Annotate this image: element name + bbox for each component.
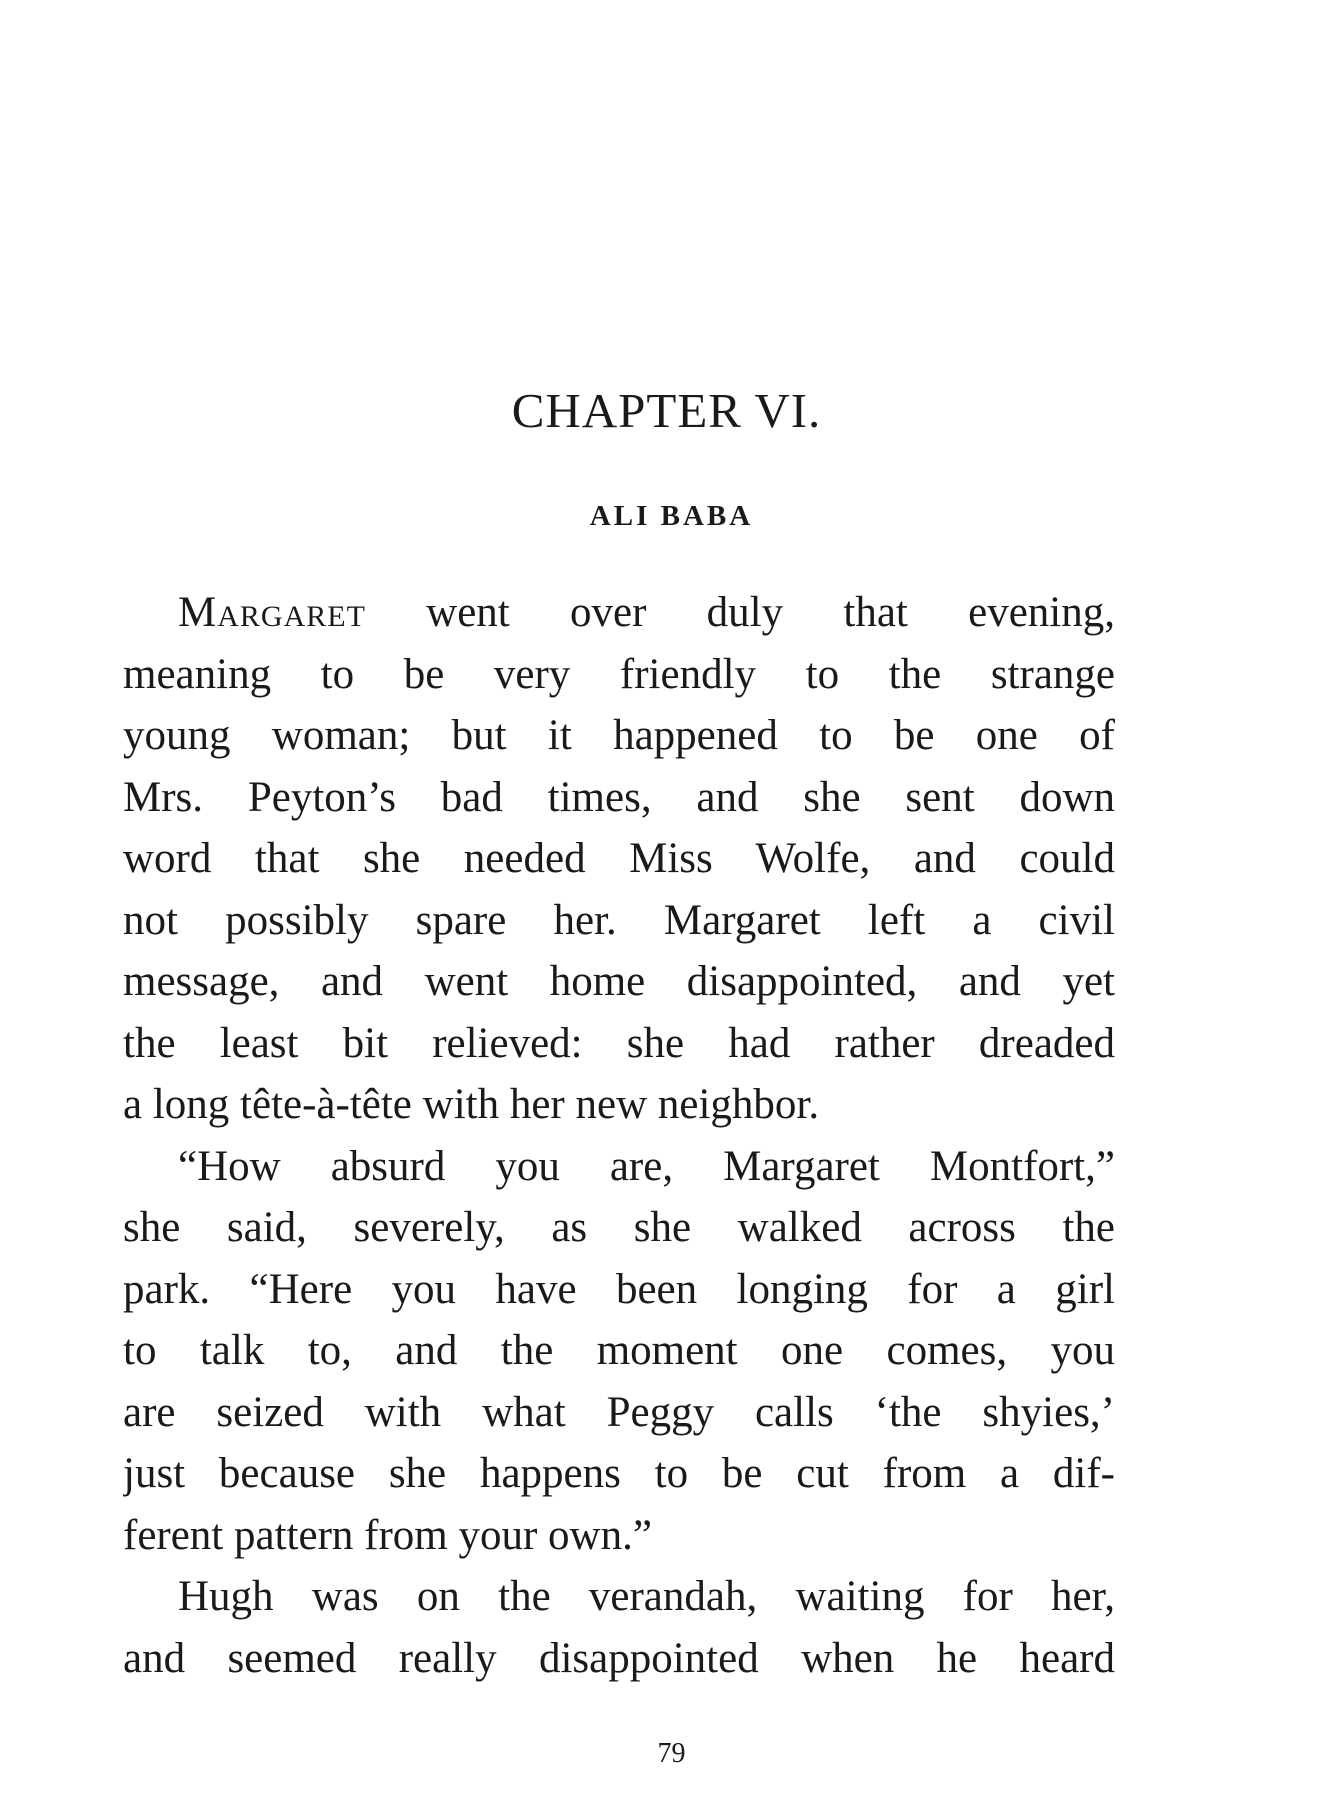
paragraph-lead-word: Margaret bbox=[178, 589, 366, 636]
body-text bbox=[123, 582, 1115, 1689]
text-line: to talk to, and the moment one comes, you bbox=[123, 1327, 1115, 1374]
text-line: “How absurd you are, Margaret Montfort,” bbox=[178, 1142, 1115, 1190]
text-line: word that she needed Miss Wolfe, and could bbox=[123, 835, 1115, 882]
text-line: the least bit relieved: she had rather dreaded bbox=[123, 1019, 1115, 1067]
text-line: ferent pattern from your own.” bbox=[123, 1511, 652, 1559]
text-line: are seized with what Peggy calls ‘the shyies,’ bbox=[123, 1388, 1115, 1436]
text-line: meaning to be very friendly to the strange bbox=[123, 650, 1115, 698]
text-line: Mrs. Peyton’s bad times, and she sent down bbox=[123, 773, 1115, 821]
text-line: and seemed really disappointed when he heard bbox=[123, 1634, 1115, 1682]
text-line-content: went over duly that evening, bbox=[365, 589, 1115, 636]
text-line: message, and went home disappointed, and yet bbox=[123, 958, 1115, 1005]
text-line: just because she happens to be cut from a dif- bbox=[123, 1450, 1115, 1497]
page-number: 79 bbox=[657, 1738, 686, 1769]
text-line: young woman; but it happened to be one of bbox=[123, 712, 1115, 759]
chapter-subtitle: ALI BABA bbox=[589, 500, 754, 532]
text-line: park. “Here you have been longing for a girl bbox=[123, 1265, 1115, 1313]
text-line: Hugh was on the verandah, waiting for her, bbox=[178, 1573, 1115, 1620]
text-line: a long tête-à-tête with her new neighbor. bbox=[123, 1081, 820, 1128]
text-line bbox=[123, 582, 1115, 644]
chapter-heading: CHAPTER VI. bbox=[511, 383, 822, 438]
text-line: she said, severely, as she walked across the bbox=[123, 1204, 1115, 1251]
text-line: not possibly spare her. Margaret left a civil bbox=[123, 896, 1115, 944]
